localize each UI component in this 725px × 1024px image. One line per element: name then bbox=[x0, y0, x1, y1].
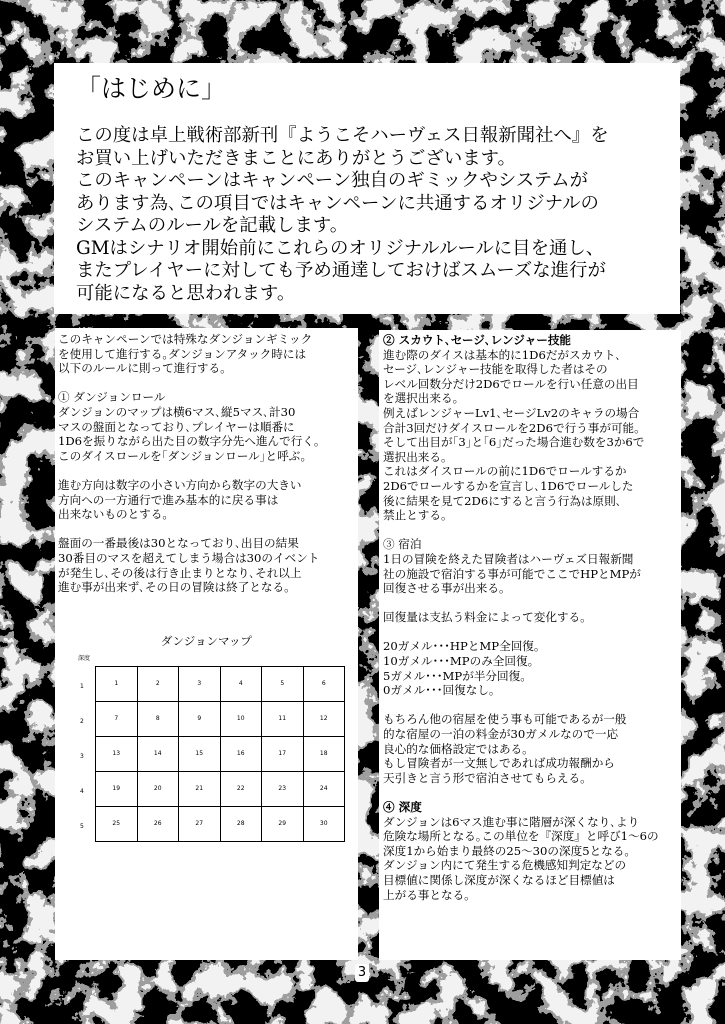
page-number: 3 bbox=[355, 964, 369, 982]
map-cell: 10 bbox=[220, 701, 262, 736]
map-cell: 16 bbox=[220, 736, 262, 771]
intro-box bbox=[54, 63, 680, 314]
text-line: 1D6を振りながら出た目の数字分先へ進んで行く｡ bbox=[58, 434, 320, 449]
map-cell: 1 bbox=[96, 666, 138, 701]
text-line: 盤面の一番最後は30となっており､出目の結果 bbox=[58, 536, 299, 551]
map-cell: 8 bbox=[137, 701, 179, 736]
map-cell: 19 bbox=[96, 771, 138, 806]
fee-line: 20ガメル･･･HPとMP全回復。 bbox=[383, 639, 546, 654]
depth-row-label: 1 bbox=[80, 682, 84, 690]
map-cell: 17 bbox=[262, 736, 304, 771]
text-line: 天引きと言う形で宿泊させてもらえる。 bbox=[383, 770, 592, 785]
text-line: マスの盤面となっており､プレイヤーは順番に bbox=[58, 419, 295, 434]
map-row bbox=[96, 701, 345, 736]
text-line: 回復させる事が出来る。 bbox=[383, 581, 511, 596]
section-heading-lodging: ③ 宿泊 bbox=[383, 537, 422, 552]
intro-line: お買い上げいただきまことにありがとうございます。 bbox=[76, 147, 516, 169]
map-cell: 9 bbox=[179, 701, 221, 736]
text-line: もし冒険者が一文無しであれば成功報酬から bbox=[383, 756, 615, 771]
intro-line: GMはシナリオ開始前にこれらのオリジナルルールに目を通し、 bbox=[76, 237, 605, 259]
text-line: ダンジョン内にて発生する危機感知判定などの bbox=[383, 858, 627, 873]
map-cell: 6 bbox=[303, 666, 345, 701]
text-line: 良心的な価格設定ではある。 bbox=[383, 741, 534, 756]
text-line: 社の施設で宿泊する事が可能でここでHPとMPが bbox=[383, 566, 641, 581]
text-line: ダンジョンは6マス進む事に階層が深くなり､より bbox=[383, 814, 640, 829]
text-line: 方向への一方通行で進み基本的に戻る事は bbox=[58, 492, 279, 507]
map-cell: 18 bbox=[303, 736, 345, 771]
map-cell: 26 bbox=[137, 806, 179, 841]
text-line: を使用して進行する｡ダンジョンアタック時には bbox=[58, 346, 307, 361]
text-line: が発生し､その後は行き止まりとなり､それ以上 bbox=[58, 565, 302, 580]
dungeon-map-title: ダンジョンマップ bbox=[160, 633, 253, 648]
text-line: ダンジョンのマップは横6マス､縦5マス､計30 bbox=[58, 404, 296, 419]
text-line: 的な宿屋の一泊の料金が30ガメルなので一応 bbox=[383, 727, 619, 742]
text-line: 上がる事となる。 bbox=[383, 887, 476, 902]
text-line: 回復量は支払う料金によって変化する。 bbox=[383, 610, 592, 625]
depth-axis-label: 深度 bbox=[78, 654, 91, 662]
text-line: 1日の冒険を終えた冒険者はハーヴェズ日報新聞 bbox=[383, 551, 634, 566]
map-cell: 28 bbox=[220, 806, 262, 841]
text-line: もちろん他の宿屋を使う事も可能であるが一般 bbox=[383, 712, 627, 727]
text-line: 進む際のダイスは基本的に1D6だがスカウト､ bbox=[383, 347, 622, 362]
right-column bbox=[379, 330, 681, 960]
map-cell: 30 bbox=[303, 806, 345, 841]
map-cell: 21 bbox=[179, 771, 221, 806]
map-cell: 14 bbox=[137, 736, 179, 771]
map-row bbox=[96, 806, 345, 841]
intro-line: またプレイヤーに対しても予め通達しておけばスムーズな進行が bbox=[76, 260, 606, 281]
map-cell: 22 bbox=[220, 771, 262, 806]
text-line: 禁止とする。 bbox=[383, 508, 453, 523]
map-cell: 29 bbox=[262, 806, 304, 841]
map-cell: 20 bbox=[137, 771, 179, 806]
map-cell: 13 bbox=[96, 736, 138, 771]
intro-line: 可能になると思われます。 bbox=[76, 282, 296, 304]
text-line: 選択出来る。 bbox=[383, 449, 453, 464]
text-line: 後に結果を見て2D6にすると言う行為は原則､ bbox=[383, 493, 622, 508]
text-line: 出来ないものとする。 bbox=[58, 507, 174, 522]
map-cell: 12 bbox=[303, 701, 345, 736]
text-line: 目標値に関係し深度が深くなるほど目標値は bbox=[383, 872, 615, 887]
map-row bbox=[96, 771, 345, 806]
text-line: これはダイスロールの前に1D6でロールするか bbox=[383, 464, 627, 479]
map-cell: 5 bbox=[262, 666, 304, 701]
map-cell: 2 bbox=[137, 666, 179, 701]
intro-line: あります為､この項目ではキャンペーンに共通するオリジナルの bbox=[76, 192, 599, 214]
text-line: このダイスロールを｢ダンジョンロール｣と呼ぶ。 bbox=[58, 448, 313, 463]
map-row bbox=[96, 666, 345, 701]
intro-title: 「はじめに」 bbox=[76, 74, 227, 103]
depth-row-label: 3 bbox=[80, 752, 84, 760]
text-line: を選択出来る。 bbox=[383, 391, 465, 406]
map-cell: 27 bbox=[179, 806, 221, 841]
depth-row-label: 5 bbox=[80, 822, 84, 830]
fee-line: 5ガメル･･･MPが半分回復。 bbox=[383, 668, 532, 683]
dungeon-map bbox=[58, 654, 355, 867]
depth-row-label: 4 bbox=[80, 787, 84, 795]
fee-line: 0ガメル･･･回復なし。 bbox=[383, 683, 501, 698]
map-row bbox=[96, 736, 345, 771]
text-line: このキャンペーンでは特殊なダンジョンギミック bbox=[58, 332, 313, 346]
section-heading-depth: ④ 深度 bbox=[383, 800, 422, 814]
text-line: 2D6でロールするかを宣言し､1D6でロールした bbox=[383, 478, 634, 493]
section-heading-dungeon-roll: ① ダンジョンロール bbox=[58, 390, 166, 405]
intro-line: この度は卓上戦術部新刊『ようこそハーヴェス日報新聞社へ』を bbox=[76, 125, 609, 146]
map-cell: 11 bbox=[262, 701, 304, 736]
text-line: レベル回数分だけ2D6でロールを行い任意の出目 bbox=[383, 376, 639, 391]
map-cell: 4 bbox=[220, 666, 262, 701]
left-column bbox=[55, 328, 358, 960]
text-line: セージ､レンジャー技能を取得した者はその bbox=[383, 362, 608, 377]
text-line: 30番目のマスを超えてしまう場合は30のイベント bbox=[58, 550, 320, 565]
intro-line: このキャンペーンはキャンペーン独自のギミックやシステムが bbox=[76, 170, 588, 191]
dungeon-map-grid bbox=[95, 666, 345, 842]
intro-body bbox=[76, 125, 666, 305]
map-cell: 15 bbox=[179, 736, 221, 771]
map-cell: 25 bbox=[96, 806, 138, 841]
text-line: 進む事が出来ず､その日の冒険は終了となる。 bbox=[58, 580, 296, 595]
map-cell: 3 bbox=[179, 666, 221, 701]
text-line: そして出目が｢3｣と｢6｣だった場合進む数を3か6で bbox=[383, 435, 645, 450]
map-cell: 7 bbox=[96, 701, 138, 736]
text-line: 進む方向は数字の小さい方向から数字の大きい bbox=[58, 477, 302, 492]
map-cell: 24 bbox=[303, 771, 345, 806]
fee-line: 10ガメル･･･MPのみ全回復。 bbox=[383, 654, 540, 669]
text-line: 危険な場所となる｡この単位を『深度』と呼び1～6の bbox=[383, 829, 659, 844]
text-line: 以下のルールに則って進行する。 bbox=[58, 361, 232, 376]
text-line: 合計3回だけダイスロールを2D6で行う事が可能。 bbox=[383, 420, 646, 435]
text-line: 例えばレンジャーLv1､セージLv2のキャラの場合 bbox=[383, 405, 640, 420]
intro-line: システムのルールを記載します。 bbox=[76, 215, 349, 236]
map-cell: 23 bbox=[262, 771, 304, 806]
depth-row-label: 2 bbox=[80, 717, 84, 725]
section-heading-skills: ② スカウト､セージ､レンジャー技能 bbox=[383, 333, 572, 347]
text-line: 深度1から始まり最終の25～30の深度5となる。 bbox=[383, 843, 636, 858]
